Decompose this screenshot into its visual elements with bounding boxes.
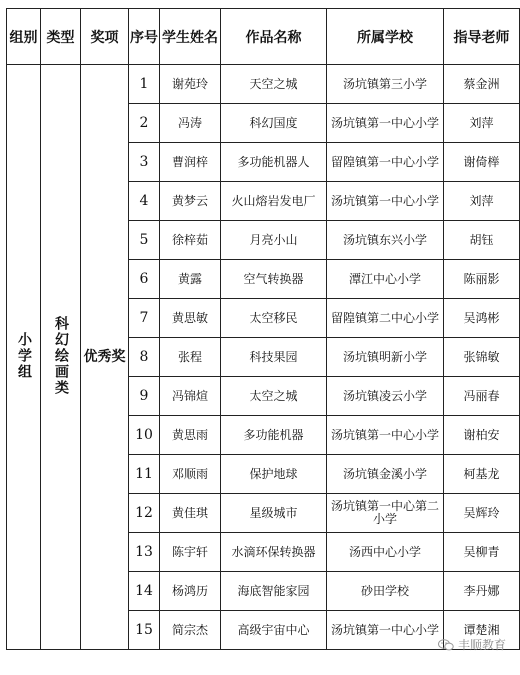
student-name: 黄佳琪	[160, 494, 221, 533]
teacher-name: 胡钰	[444, 221, 520, 260]
school-name: 汤坑镇第一中心小学	[327, 611, 444, 650]
table-row	[7, 65, 520, 104]
school-name: 留隍镇第二中心小学	[327, 299, 444, 338]
row-number: 12	[129, 494, 160, 533]
category-label: 科幻绘画类	[53, 315, 69, 396]
teacher-name: 吴辉玲	[444, 494, 520, 533]
work-title: 天空之城	[221, 65, 327, 104]
teacher-name: 吴柳青	[444, 533, 520, 572]
work-title: 空气转换器	[221, 260, 327, 299]
student-name: 陈宇轩	[160, 533, 221, 572]
header-award: 奖项	[81, 9, 129, 65]
work-title: 多功能机器	[221, 416, 327, 455]
header-number: 序号	[129, 9, 160, 65]
header-work: 作品名称	[221, 9, 327, 65]
school-name: 汤坑镇明新小学	[327, 338, 444, 377]
row-number: 1	[129, 65, 160, 104]
student-name: 谢苑玲	[160, 65, 221, 104]
teacher-name: 吴鸿彬	[444, 299, 520, 338]
work-title: 太空移民	[221, 299, 327, 338]
row-number: 3	[129, 143, 160, 182]
row-number: 2	[129, 104, 160, 143]
row-number: 4	[129, 182, 160, 221]
work-title: 科幻国度	[221, 104, 327, 143]
work-title: 保护地球	[221, 455, 327, 494]
row-number: 6	[129, 260, 160, 299]
teacher-name: 李丹娜	[444, 572, 520, 611]
header-student: 学生姓名	[160, 9, 221, 65]
row-number: 15	[129, 611, 160, 650]
school-name: 砂田学校	[327, 572, 444, 611]
student-name: 邓顺雨	[160, 455, 221, 494]
work-title: 太空之城	[221, 377, 327, 416]
wechat-icon	[438, 639, 454, 651]
student-name: 简宗杰	[160, 611, 221, 650]
teacher-name: 张锦敏	[444, 338, 520, 377]
school-name: 汤西中心小学	[327, 533, 444, 572]
student-name: 冯涛	[160, 104, 221, 143]
school-name: 留隍镇第一中心小学	[327, 143, 444, 182]
row-number: 10	[129, 416, 160, 455]
work-title: 多功能机器人	[221, 143, 327, 182]
teacher-name: 陈丽影	[444, 260, 520, 299]
row-number: 8	[129, 338, 160, 377]
watermark	[438, 636, 506, 653]
teacher-name: 谭楚湘	[444, 611, 520, 650]
header-school: 所属学校	[327, 9, 444, 65]
header-group: 组别	[7, 9, 41, 65]
work-title: 高级宇宙中心	[221, 611, 327, 650]
school-name: 汤坑镇凌云小学	[327, 377, 444, 416]
row-number: 9	[129, 377, 160, 416]
watermark-text: 丰顺教育	[457, 638, 506, 652]
school-name: 汤坑镇第一中心小学	[327, 104, 444, 143]
header-category: 类型	[41, 9, 81, 65]
student-name: 张程	[160, 338, 221, 377]
header-teacher: 指导老师	[444, 9, 520, 65]
work-title: 星级城市	[221, 494, 327, 533]
work-title: 火山熔岩发电厂	[221, 182, 327, 221]
row-number: 5	[129, 221, 160, 260]
school-name: 汤坑镇第一中心小学	[327, 416, 444, 455]
student-name: 黄露	[160, 260, 221, 299]
school-name: 汤坑镇东兴小学	[327, 221, 444, 260]
row-number: 13	[129, 533, 160, 572]
teacher-name: 柯基龙	[444, 455, 520, 494]
work-title: 海底智能家园	[221, 572, 327, 611]
school-name: 潭江中心小学	[327, 260, 444, 299]
row-number: 7	[129, 299, 160, 338]
student-name: 曹润梓	[160, 143, 221, 182]
award-label: 优秀奖	[83, 348, 126, 365]
student-name: 杨鸿历	[160, 572, 221, 611]
table-body	[7, 65, 520, 650]
teacher-name: 谢柏安	[444, 416, 520, 455]
row-number: 14	[129, 572, 160, 611]
group-label: 小学组	[16, 331, 32, 380]
student-name: 徐梓茹	[160, 221, 221, 260]
award-cell	[81, 65, 129, 650]
category-cell	[41, 65, 81, 650]
work-title: 月亮小山	[221, 221, 327, 260]
teacher-name: 刘萍	[444, 104, 520, 143]
school-name: 汤坑镇第一中心小学	[327, 182, 444, 221]
group-cell	[7, 65, 41, 650]
school-name: 汤坑镇第一中心第二小学	[327, 494, 444, 533]
student-name: 黄思敏	[160, 299, 221, 338]
teacher-name: 刘萍	[444, 182, 520, 221]
student-name: 冯锦煊	[160, 377, 221, 416]
teacher-name: 蔡金洲	[444, 65, 520, 104]
student-name: 黄梦云	[160, 182, 221, 221]
row-number: 11	[129, 455, 160, 494]
school-name: 汤坑镇第三小学	[327, 65, 444, 104]
award-table	[6, 8, 520, 650]
teacher-name: 谢倚榉	[444, 143, 520, 182]
student-name: 黄思雨	[160, 416, 221, 455]
work-title: 科技果园	[221, 338, 327, 377]
school-name: 汤坑镇金溪小学	[327, 455, 444, 494]
work-title: 水滴环保转换器	[221, 533, 327, 572]
header-row	[7, 9, 520, 65]
teacher-name: 冯丽春	[444, 377, 520, 416]
